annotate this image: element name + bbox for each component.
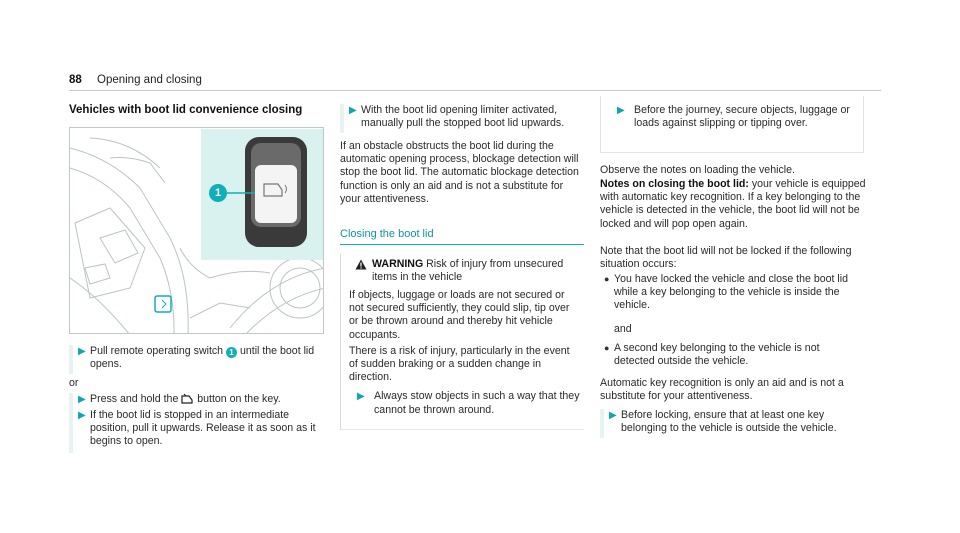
blockage-paragraph: If an obstacle obstructs the boot lid during the automatic opening process, blockage detection will stop the boot lid. The automatic blockage detection function is only an aid and is not a substitute for your attentiveness.: [340, 140, 579, 205]
step-limiter: [340, 104, 584, 133]
list-item: [600, 273, 866, 313]
step-before-journey: [609, 104, 859, 146]
door-panel-illustration: [69, 127, 324, 334]
step-text: Always stow objects in such a way that they cannot be thrown around.: [374, 390, 580, 416]
arrow-icon: ▶: [78, 346, 86, 357]
page-number: 88: [69, 74, 82, 86]
page-title: Opening and closing: [97, 74, 202, 86]
warning-icon: [355, 259, 367, 270]
bullet-icon: ●: [604, 343, 610, 353]
bullet-icon: ●: [604, 274, 610, 284]
bullet-text: A second key belonging to the vehicle is not detected outside the vehicle.: [614, 342, 820, 368]
arrow-icon: ▶: [609, 410, 617, 421]
remote-switch-highlight: [155, 296, 171, 312]
automatic-paragraph: Automatic key recognition is only an aid and is not a substitute for your attentiveness.: [600, 377, 844, 403]
step-text: button on the key.: [194, 393, 281, 405]
step-before-locking: [600, 409, 864, 438]
and-label: and: [614, 323, 632, 335]
or-label: or: [69, 377, 79, 389]
step-press-hold: [69, 393, 327, 409]
section-heading: Vehicles with boot lid convenience closing: [69, 104, 303, 116]
callout-badge: 1: [209, 184, 227, 202]
warning-label: WARNING: [372, 258, 424, 270]
notes-label: Notes on closing the boot lid:: [600, 178, 749, 190]
bullet-text: You have locked the vehicle and close the boot lid while a key belonging to the vehicle is inside the vehicle.: [614, 273, 849, 312]
heading-rule: [340, 244, 584, 245]
list-item: [600, 342, 866, 368]
arrow-icon: ▶: [78, 410, 86, 421]
warning-step: [349, 390, 581, 419]
step-text: If the boot lid is stopped in an intermediate position, pull it upwards. Release it as soon as it begins to open.: [90, 409, 316, 448]
warning-body-2: There is a risk of injury, particularly in the event of sudden braking or a sudden change in direction.: [349, 344, 570, 384]
warning-box: [340, 254, 584, 430]
notes-paragraph: [600, 178, 866, 231]
step-intermediate: [69, 409, 327, 453]
step-text: until the boot lid opens.: [90, 345, 315, 371]
arrow-icon: ▶: [357, 391, 365, 403]
trunk-icon: [181, 393, 194, 404]
notes-text: your vehicle is equipped with automatic key recognition. If a key belonging to the vehicle is detected in the vehicle, the boot lid will not be locked and will pop open again.: [600, 178, 866, 230]
step-text: With the boot lid opening limiter activated, manually pull the stopped boot lid upwards.: [361, 104, 565, 130]
step-text: Press and hold the: [90, 393, 182, 405]
step-text: Pull remote operating switch: [90, 345, 227, 357]
step-text: Before the journey, secure objects, luggage or loads against slipping or tipping over.: [634, 104, 850, 130]
observe-notes: Observe the notes on loading the vehicle.: [600, 164, 795, 176]
step-pull-switch: [69, 345, 327, 374]
callout-badge-inline: 1: [226, 347, 237, 358]
arrow-icon: ▶: [349, 105, 357, 116]
arrow-icon: ▶: [617, 105, 625, 116]
switch-closeup-panel: [201, 129, 324, 260]
note-that-paragraph: Note that the boot lid will not be locked if the following situation occurs:: [600, 245, 852, 271]
warning-heading: Risk of injury from unsecured items in the vehicle: [372, 258, 564, 284]
step-text: Before locking, ensure that at least one key belonging to the vehicle is outside the vehicle.: [621, 409, 837, 435]
closing-heading: Closing the boot lid: [340, 228, 434, 240]
note-box: [600, 96, 864, 153]
arrow-icon: ▶: [78, 394, 86, 405]
header-rule: [69, 90, 881, 91]
warning-body-1: If objects, luggage or loads are not secured or not secured sufficiently, they could slip, tip over or be thrown around and thereby hit vehicle occupants.: [349, 289, 570, 341]
